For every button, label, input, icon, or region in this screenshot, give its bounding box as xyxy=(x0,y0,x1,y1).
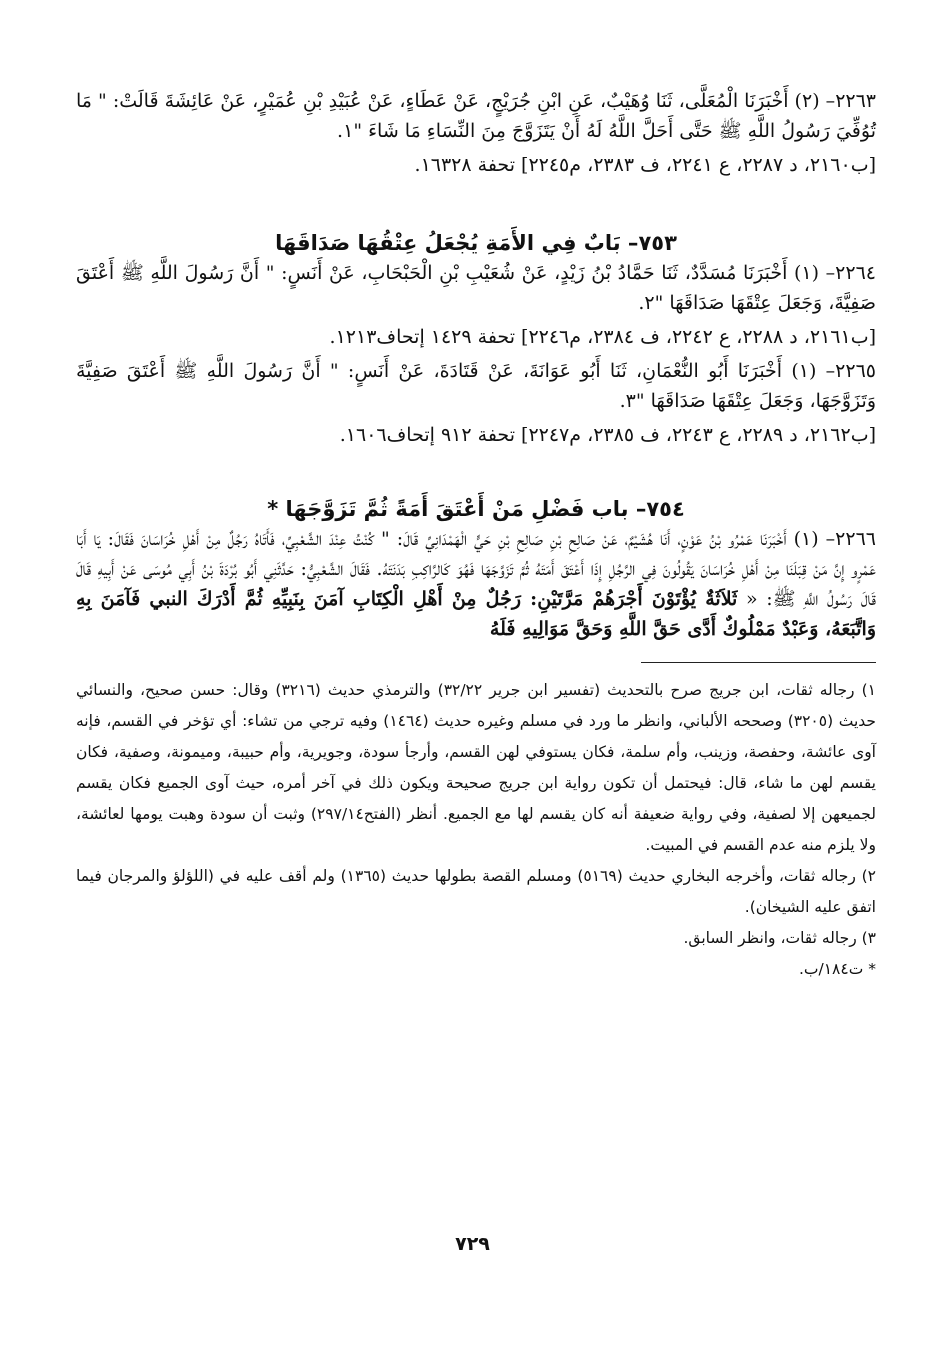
hadith-2266-text: ٢٢٦٦– (١) أَخْبَرَنَا عَمْرُو بْنُ عَوْنٍ، أَنَا هُشَيْمٌ، عَنْ صَالِحِ بْنِ صَالِحِ بْنِ حَيٍّ الْهَمْدَانِيِّ قَالَ: " كُنْتُ عِنْدَ الشَّعْبِيِّ، فَأَتَاهُ رَجُلٌ مِنْ أَهْلِ خُرَاسَانَ فَقَالَ: يَا أَبَا عَمْرٍو إِنَّ مَنْ قِبَلَنَا مِنْ أَهْلِ خُرَاسَانَ يَقُولُونَ فِي الرَّجُلِ إِذَا أَعْتَقَ أَمَتَهُ ثُمَّ تَزَوَّجَهَا فَهُوَ كَالرَّاكِبِ بَدَنَتَهُ. فَقَالَ الشَّعْبِيُّ: حَدَّثَنِي أَبُو بُرْدَةَ بْنُ أَبِي مُوسَى عَنْ أَبِيهِ قَالَ قَالَ رَسُولُ اللَّهِ ﷺ: « xyxy=(76,528,876,610)
hadith-2266 xyxy=(76,524,876,644)
hadith-2265: ٢٢٦٥– (١) أَخْبَرَنَا أَبُو النُّعْمَانِ، ثَنَا أَبُو عَوَانَةَ، عَنْ قَتَادَةَ، عَنْ أَنَسٍ: " أَنَّ رَسُولَ اللَّهِ ﷺ أَعْتَقَ صَفِيَّةَ وَتَزَوَّجَهَا، وَجَعَلَ عِتْقَهَا صَدَاقَهَا "٣. xyxy=(76,360,876,412)
footnote-manuscript-marker: * ت١٨٤/ب. xyxy=(798,960,876,978)
hadith-2266-prophetic-text: ثَلاَثَةٌ يُؤْتَوْنَ أَجْرَهُمْ مَرَّتَيْنِ: رَجُلٌ مِنْ أَهْلِ الْكِتَابِ آمَنَ بِنَبِيِّهِ ثُمَّ أَدْرَكَ النبي فَآمَنَ بِهِ وَاتَّبَعَهُ، وَعَبْدٌ مَمْلُوكٌ أَدَّى حَقَّ اللَّهِ وَحَقَّ مَوَالِيهِ فَلَهُ xyxy=(76,588,876,640)
chapter-753-title: ٧٥٣– بَابٌ فِي الأَمَةِ يُجْعَلُ عِتْقُهَا صَدَاقَهَا xyxy=(275,231,677,255)
hadith-2265-references: [ب٢١٦٢، د ٢٢٨٩، ع ٢٢٤٣، ف ٢٣٨٥، م٢٢٤٧] تحفة ٩١٢ إتحاف١٦٠٦. xyxy=(339,424,876,446)
hadith-2264-references: [ب٢١٦١، د ٢٢٨٨، ع ٢٢٤٢، ف ٢٣٨٤، م٢٢٤٦] تحفة ١٤٢٩ إتحاف١٢١٣. xyxy=(329,326,876,348)
hadith-2263: ٢٢٦٣– (٢) أَخْبَرَنَا الْمُعَلَّى، ثَنَا وُهَيْبٌ، عَنِ ابْنِ جُرَيْجٍ، عَنْ عَطَاءٍ، عَنْ عُبَيْدِ بْنِ عُمَيْرٍ، عَنْ عَائِشَةَ قَالَتْ: " مَا تُوُفِّيَ رَسُولُ اللَّهِ ﷺ حَتَّى أَحَلَّ اللَّهُ لَهُ أَنْ يَتَزَوَّجَ مِنَ النِّسَاءِ مَا شَاءَ "١. xyxy=(76,90,877,142)
footnote-1: ١) رجاله ثقات، ابن جريج صرح بالتحديث (تفسير ابن جرير ٣٢/٢٢) والترمذي حديث (٣٢١٦) وقال: حسن صحيح، والنسائي حديث (٣٢٠٥) وصححه الألباني، وانظر ما ورد في مسلم وغيره حديث (١٤٦٤) وفيه ترجي من تشاء: أي تؤخر في القسم، فإنه آوى عائشة، وحفصة، وزينب، وأم سلمة، فكان يستوفي لهن القسم، وأرجأ سودة، وجويرية، وأم حبيبة، وميمونة، وصفية، فكان يقسم لهن ما شاء، قال: فيحتمل أن تكون رواية ابن جريج صحيحة ويكون ذلك في آخر أمره، حيث آوى الجميع فكان يقسم لجميعهن إلا لصفية، وفي رواية ضعيفة أنه كان يقسم لها مع الجميع. أنظر (الفتح٢٩٧/١٤) وثبت أن سودة وهبت يومها لعائشة، ولا يلزم منه عدم القسم في المبيت. xyxy=(76,681,876,854)
document-page xyxy=(76,86,876,985)
footnotes xyxy=(76,675,876,985)
footnote-3: ٣) رجاله ثقات، وانظر السابق. xyxy=(683,929,876,947)
hadith-2264: ٢٢٦٤– (١) أَخْبَرَنَا مُسَدَّدٌ، ثَنَا حَمَّادُ بْنُ زَيْدٍ، عَنْ شُعَيْبِ بْنِ الْحَبْحَابِ، عَنْ أَنَسٍ: " أَنَّ رَسُولَ اللَّهِ ﷺ أَعْتَقَ صَفِيَّةَ، وَجَعَلَ عِتْقَهَا صَدَاقَهَا "٢. xyxy=(76,262,876,314)
chapter-754-title: ٧٥٤– باب فَضْلِ مَنْ أَعْتَقَ أَمَةً ثُمَّ تَزَوَّجَهَا * xyxy=(267,497,685,521)
footnote-2: ٢) رجاله ثقات، وأخرجه البخاري حديث (٥١٦٩) ومسلم القصة بطولها حديث (١٣٦٥) ولم أقف عليه في (اللؤلؤ والمرجان فيما اتفق عليه الشيخان). xyxy=(76,867,876,916)
page-number: ٧٢٩ xyxy=(455,1233,490,1255)
footnote-divider xyxy=(641,662,876,663)
hadith-2263-references: [ب٢١٦٠، د ٢٢٨٧، ع ٢٢٤١، ف ٢٣٨٣، م٢٢٤٥] تحفة ١٦٣٢٨. xyxy=(414,154,876,176)
